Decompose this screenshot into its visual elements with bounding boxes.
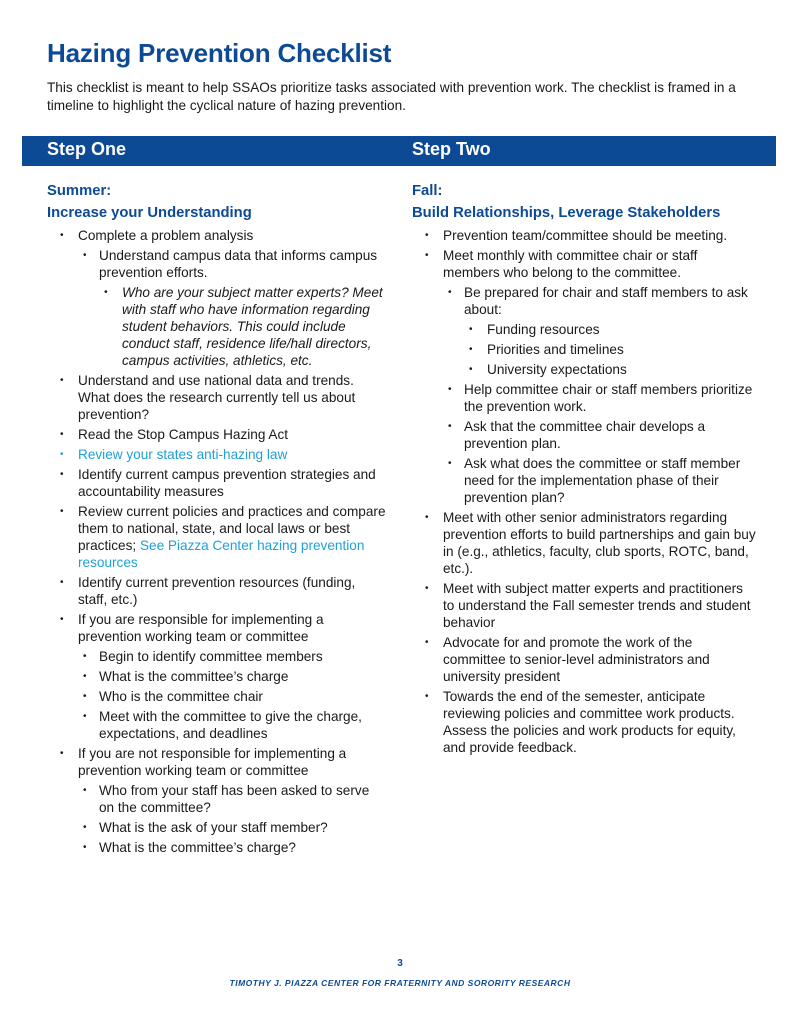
list-item — [47, 574, 387, 608]
list-item — [443, 381, 757, 415]
step-one-label: Step One — [47, 139, 127, 159]
list-item-text: Ask that the committee chair develops a prevention plan. — [464, 419, 706, 451]
list-item-text: Complete a problem analysis — [78, 228, 254, 243]
list-item — [78, 648, 387, 665]
step-two-column — [412, 180, 757, 759]
list-item — [99, 284, 387, 369]
list-item-text: Review current policies and practices and compare them to national, state, and local laws or best practices; — [78, 504, 386, 553]
list-item-text: Prevention team/committee should be meeting. — [443, 228, 728, 243]
list-item-text: What is the committee’s charge? — [99, 840, 296, 855]
list-item-text: Read the Stop Campus Hazing Act — [78, 427, 289, 442]
list-item — [47, 503, 387, 571]
list-item-text: Towards the end of the semester, anticipate reviewing policies and committee work products. Assess the policies and work products for equity, and provide feedback. — [443, 689, 736, 755]
list-item-text: What is the ask of your staff member? — [99, 820, 328, 835]
list-item — [47, 227, 387, 369]
list-item — [443, 284, 757, 378]
list-item — [412, 247, 757, 506]
list-item — [412, 509, 757, 577]
list-item-text: What is the committee’s charge — [99, 669, 289, 684]
list-item-text: Meet with the committee to give the charge, expectations, and deadlines — [99, 709, 362, 741]
list-item — [464, 321, 757, 338]
step-two-label: Step Two — [412, 139, 491, 159]
piazza-resources-link[interactable]: See Piazza Center hazing prevention resources — [78, 538, 365, 570]
list-item — [78, 247, 387, 369]
list-item — [412, 688, 757, 756]
list-item-text: Identify current prevention resources (funding, staff, etc.) — [78, 575, 356, 607]
list-item-text: Who from your staff has been asked to serve on the committee? — [99, 783, 370, 815]
list-item-text: Identify current campus prevention strategies and accountability measures — [78, 467, 376, 499]
list-item-text: Meet monthly with committee chair or staff members who belong to the committee. — [443, 248, 698, 280]
list-item — [412, 634, 757, 685]
list-item-text: If you are responsible for implementing a prevention working team or committee — [78, 612, 324, 644]
step-header-band — [22, 136, 776, 166]
list-item — [47, 426, 387, 443]
list-item — [78, 839, 387, 856]
list-item — [78, 668, 387, 685]
list-item — [443, 418, 757, 452]
list-item — [78, 688, 387, 705]
intro-paragraph: This checklist is meant to help SSAOs prioritize tasks associated with prevention work. The checklist is framed in a timeline to highlight the cyclical nature of hazing prevention. — [47, 80, 736, 113]
fall-season-heading: Fall: — [412, 183, 443, 199]
list-item — [47, 446, 387, 463]
page-number: 3 — [397, 958, 403, 969]
page-title: Hazing Prevention Checklist — [47, 38, 392, 68]
step-one-column — [47, 180, 387, 859]
footer-organization: TIMOTHY J. PIAZZA CENTER FOR FRATERNITY AND SORORITY RESEARCH — [229, 978, 571, 988]
list-item-text: If you are not responsible for implementing a prevention working team or committee — [78, 746, 347, 778]
list-item — [47, 372, 387, 423]
list-item-text: University expectations — [487, 362, 627, 377]
list-item-text: Meet with other senior administrators regarding prevention efforts to build partnerships and gain buy in (e.g., athletics, faculty, club sports, ROTC, band, etc.). — [443, 510, 756, 576]
list-item-text: Help committee chair or staff members prioritize the prevention work. — [464, 382, 753, 414]
list-item-text: Meet with subject matter experts and practitioners to understand the Fall semester trends and student behavior — [443, 581, 751, 630]
list-item-text: Understand and use national data and trends. What does the research currently tell us about prevention? — [78, 373, 356, 422]
list-item-text: Advocate for and promote the work of the committee to senior-level administrators and university president — [443, 635, 710, 684]
list-item — [47, 745, 387, 856]
summer-season-heading: Summer: — [47, 183, 112, 199]
list-item-text: Ask what does the committee or staff member need for the implementation phase of their prevention plan? — [464, 456, 741, 505]
anti-hazing-law-link[interactable]: Review your states anti-hazing law — [78, 447, 288, 462]
summer-checklist — [47, 227, 387, 856]
fall-section-heading: Build Relationships, Leverage Stakeholders — [412, 205, 721, 221]
list-item — [78, 819, 387, 836]
list-item-text: Who is the committee chair — [99, 689, 263, 704]
summer-section-heading: Increase your Understanding — [47, 205, 252, 221]
list-item — [464, 361, 757, 378]
list-item — [47, 611, 387, 742]
list-item — [412, 580, 757, 631]
list-item — [464, 341, 757, 358]
fall-checklist — [412, 227, 757, 756]
list-item — [412, 227, 757, 244]
list-item — [78, 782, 387, 816]
list-item — [47, 466, 387, 500]
list-item-text: Begin to identify committee members — [99, 649, 323, 664]
list-item — [78, 708, 387, 742]
list-item-text: Priorities and timelines — [487, 342, 624, 357]
list-item-text: Understand campus data that informs campus prevention efforts. — [99, 248, 378, 280]
list-item-text: Who are your subject matter experts? Meet with staff who have information regarding student behaviors. This could include conduct staff, residence life/hall directors, campus activities, athletics, etc. — [122, 285, 383, 368]
list-item — [443, 455, 757, 506]
list-item-text: Be prepared for chair and staff members to ask about: — [464, 285, 748, 317]
list-item-text: Funding resources — [487, 322, 600, 337]
